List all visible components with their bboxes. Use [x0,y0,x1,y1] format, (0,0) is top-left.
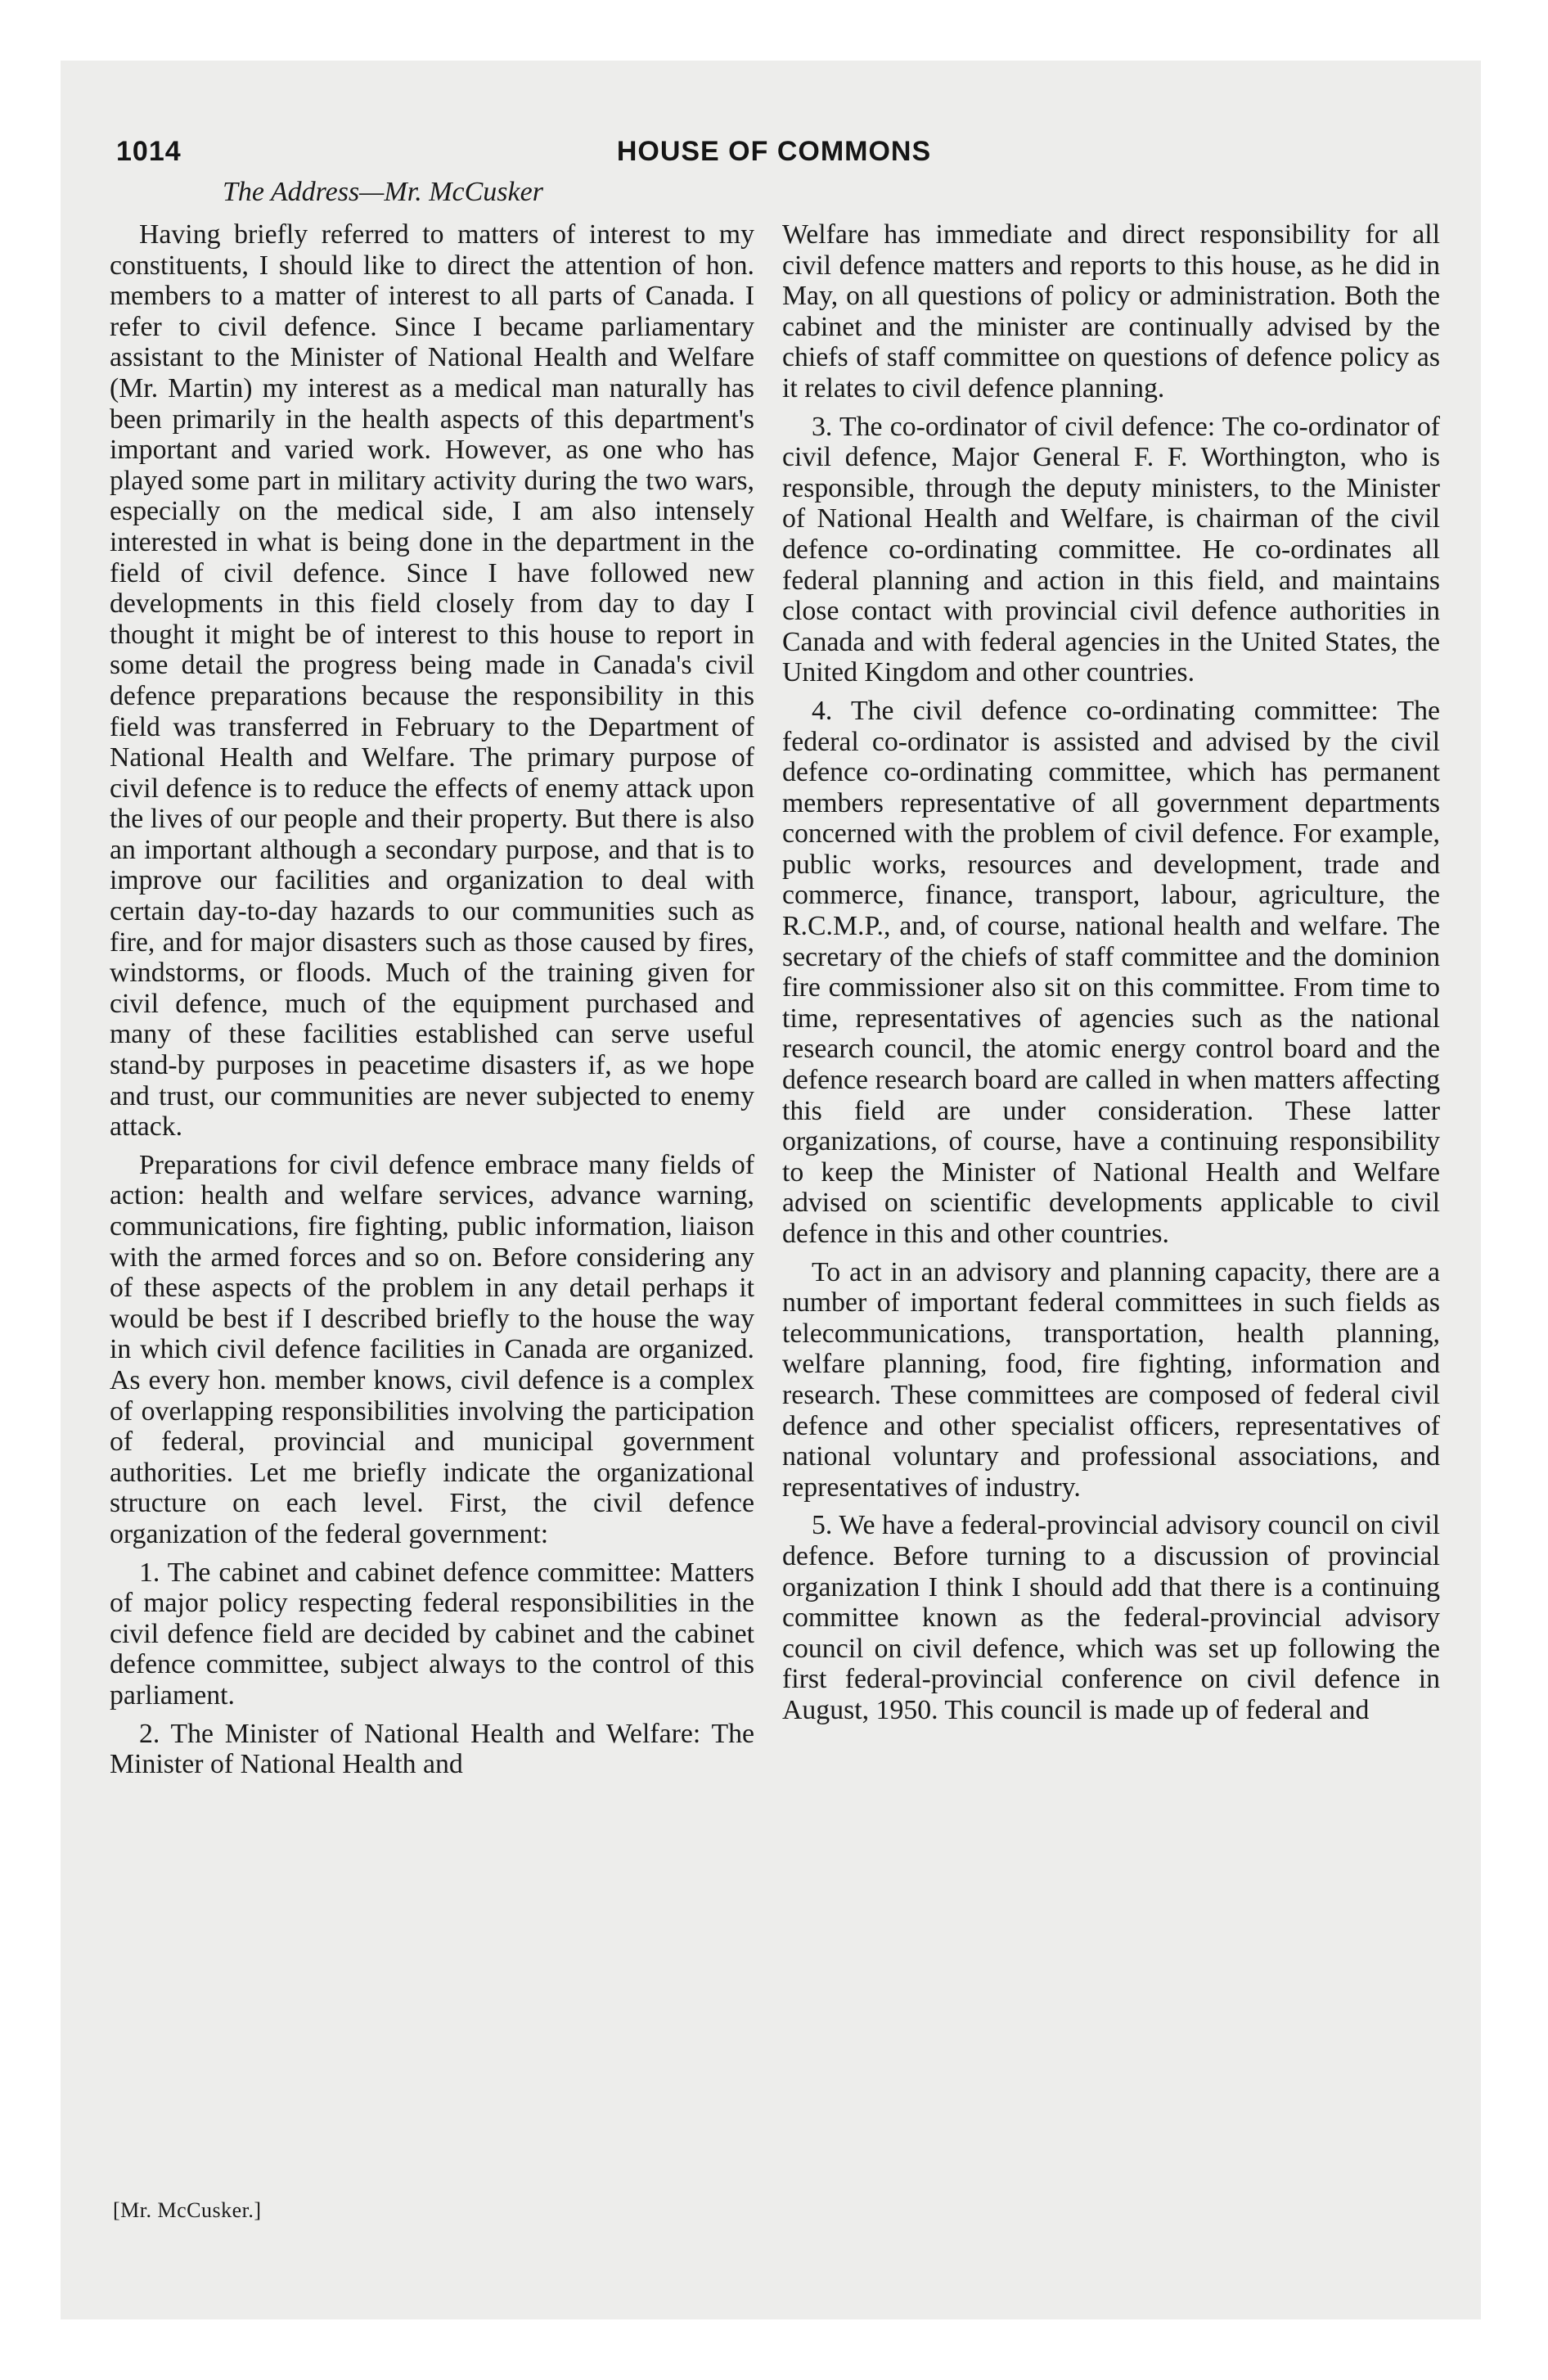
paragraph: Having briefly referred to matters of interest to my constituents, I should like to direct the attention of hon. members to a matter of interest to all parts of Canada. I refer to civil defence. Since I became parliamentary assistant to the Minister of National Health and Welfare (Mr. Martin) my interest as a medical man naturally has been primarily in the health aspects of this department's important and varied work. However, as one who has played some part in military activity during the two wars, especially on the medical side, I am also intensely interested in what is being done in the department in the field of civil defence. Since I have followed new developments in this field closely from day to day I thought it might be of interest to this house to report in some detail the progress being made in Canada's civil defence preparations because the responsibility in this field was transferred in February to the Department of National Health and Welfare. The primary purpose of civil defence is to reduce the effects of enemy attack upon the lives of our people and their property. But there is also an important although a secondary purpose, and that is to improve our facilities and organization to deal with certain day-to-day hazards to our communities such as fire, and for major disasters such as those caused by fires, windstorms, or floods. Much of the training given for civil defence, much of the equipment purchased and many of these facilities established can serve useful stand-by purposes in peacetime disasters if, as we hope and trust, our communities are never subjected to enemy attack. [110,219,754,1143]
paragraph: 2. The Minister of National Health and Welfare: The Minister of National Health and [110,1718,754,1780]
page-number: 1014 [116,136,182,167]
paragraph: 3. The co-ordinator of civil defence: The co-ordinator of civil defence, Major General F. F. Worthington, who is responsible, through the deputy ministers, to the Minister of National Health and Welfare, is chairman of the civil defence co-ordinating committee. He co-ordinates all federal planning and action in this field, and maintains close contact with provincial civil defence authorities in Canada and with federal agencies in the United States, the United Kingdom and other countries. [782,411,1440,688]
running-head: HOUSE OF COMMONS [616,136,932,167]
left-column [110,219,754,1787]
paragraph: 1. The cabinet and cabinet defence committee: Matters of major policy respecting federal responsibilities in the civil defence field are decided by cabinet and the cabinet defence committee, subject always to the control of this parliament. [110,1557,754,1711]
section-subhead: The Address—Mr. McCusker [223,177,543,207]
speaker-footer: [Mr. McCusker.] [113,2198,262,2222]
paragraph: To act in an advisory and planning capacity, there are a number of important federal committees in such fields as telecommunications, transportation, health planning, welfare planning, food, fire fighting, information and research. These committees are composed of federal civil defence and other specialist officers, representatives of national voluntary and professional associations, and representatives of industry. [782,1256,1440,1503]
paragraph: Preparations for civil defence embrace many fields of action: health and welfare services, advance warning, communications, fire fighting, public information, liaison with the armed forces and so on. Before considering any of these aspects of the problem in any detail perhaps it would be best if I described briefly to the house the way in which civil defence facilities in Canada are organized. As every hon. member knows, civil defence is a complex of overlapping responsibilities involving the participation of federal, provincial and municipal government authorities. Let me briefly indicate the organizational structure on each level. First, the civil defence organization of the federal government: [110,1149,754,1549]
paragraph: 4. The civil defence co-ordinating committee: The federal co-ordinator is assisted and advised by the civil defence co-ordinating committee, which has permanent members representative of all government departments concerned with the problem of civil defence. For example, public works, resources and development, trade and commerce, finance, transport, labour, agriculture, the R.C.M.P., and, of course, national health and welfare. The secretary of the chiefs of staff committee and the dominion fire commissioner also sit on this committee. From time to time, representatives of agencies such as the national research council, the atomic energy control board and the defence research board are called in when matters affecting this field are under consideration. These latter organizations, of course, have a continuing responsibility to keep the Minister of National Health and Welfare advised on scientific developments applicable to civil defence in this and other countries. [782,695,1440,1249]
paragraph: 5. We have a federal-provincial advisory council on civil defence. Before turning to a discussion of provincial organization I think I should add that there is a continuing committee known as the federal-provincial advisory council on civil defence, which was set up following the first federal-provincial conference on civil defence in August, 1950. This council is made up of federal and [782,1510,1440,1725]
paragraph-continued: Welfare has immediate and direct responsibility for all civil defence matters and reports to this house, as he did in May, on all questions of policy or administration. Both the cabinet and the minister are continually advised by the chiefs of staff committee on questions of defence policy as it relates to civil defence planning. [782,219,1440,403]
right-column [782,219,1440,1733]
